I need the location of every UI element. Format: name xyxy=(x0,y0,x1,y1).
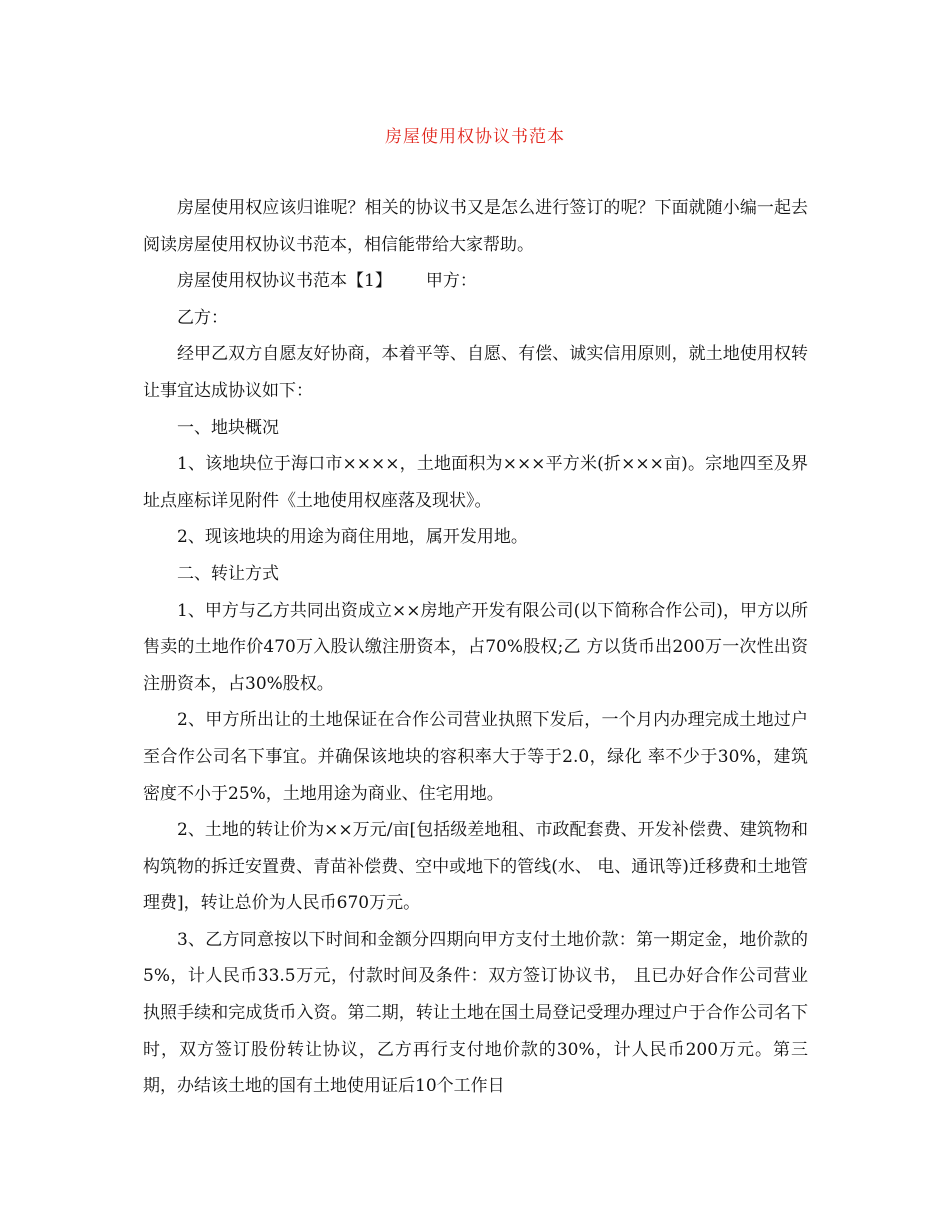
intro-paragraph: 房屋使用权应该归谁呢？相关的协议书又是怎么进行签订的呢？下面就随小编一起去阅读房屋使用权协议书范本，相信能带给大家帮助。 xyxy=(143,198,808,255)
party-a-label: 甲方： xyxy=(425,271,477,292)
agreement-preamble: 经甲乙双方自愿友好协商，本着平等、自愿、有偿、诚实信用原则，就土地使用权转让事宜达成协议如下： xyxy=(143,344,808,401)
document-title: 房屋使用权协议书范本 xyxy=(385,127,565,147)
clause-land-use: 2、现该地块的用途为商住用地，属开发用地。 xyxy=(177,527,528,548)
document-body xyxy=(143,190,808,1105)
clause-joint-company: 1、甲方与乙方共同出资成立××房地产开发有限公司(以下简称合作公司)，甲方以所售卖的土地作价470万入股认缴注册资本，占70%股权;乙 方以货币出200万一次性出资注册资本，占30%股权。 xyxy=(143,600,808,694)
clause-land-location: 1、该地块位于海口市××××，土地面积为×××平方米(折×××亩)。宗地四至及界址点座标详见附件《土地使用权座落及现状》。 xyxy=(143,454,808,511)
section-heading-land-overview: 一、地块概况 xyxy=(177,417,279,438)
party-b-label: 乙方： xyxy=(177,307,228,328)
clause-land-transfer: 2、甲方所出让的土地保证在合作公司营业执照下发后，一个月内办理完成土地过户至合作公司名下事宜。并确保该地块的容积率大于等于2.0，绿化 率不少于30%，建筑密度不小于25%，土地用途为商业、住宅用地。 xyxy=(143,710,808,804)
section-heading-transfer-method: 二、转让方式 xyxy=(177,563,279,584)
sample-heading: 房屋使用权协议书范本【1】 xyxy=(177,271,392,292)
clause-payment-schedule: 3、乙方同意按以下时间和金额分四期向甲方支付土地价款：第一期定金，地价款的5%，计人民币33.5万元，付款时间及条件：双方签订协议书， 且已办好合作公司营业执照手续和完成货币入资。第二期，转让土地在国土局登记受理办理过户于合作公司名下时，双方签订股份转让协议，乙方再行支付地价款的30%，计人民币200万元。第三期，办结该土地的国有土地使用证后10个工作日 xyxy=(143,929,808,1097)
sample-heading-line xyxy=(143,263,808,300)
clause-transfer-price: 2、土地的转让价为××万元/亩[包括级差地租、市政配套费、开发补偿费、建筑物和构筑物的拆迁安置费、青苗补偿费、空中或地下的管线(水、 电、通讯等)迁移费和土地管理费]，转让总价为人民币670万元。 xyxy=(143,820,808,914)
